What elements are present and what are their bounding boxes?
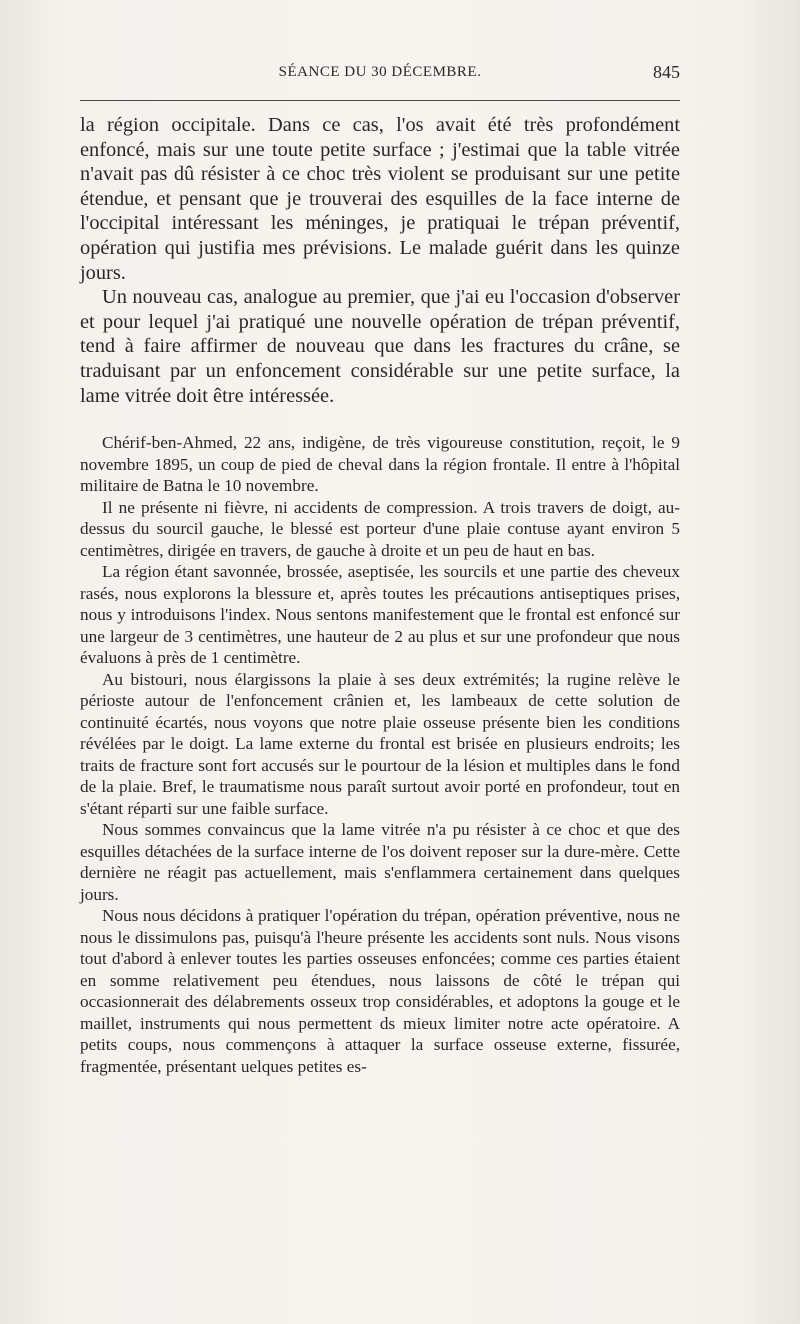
paragraph: la région occipitale. Dans ce cas, l'os avait été très profondément enfoncé, mais sur une toute petite surface ; j'estimai que la table vitrée n'avait pas dû résister à ce choc très violent se produisant sur une petite étendue, et pensant que je trouverai des esquilles de la face interne de l'occipital intéressant les méninges, je pratiquai le trépan préventif, opération qui justifia mes prévisions. Le malade guérit dans les quinze jours. — [80, 114, 680, 284]
paragraph: Chérif-ben-Ahmed, 22 ans, indigène, de très vigoureuse constitution, reçoit, le 9 novembre 1895, un coup de pied de cheval dans la région frontale. Il entre à l'hôpital militaire de Batna le 10 novembre. — [80, 433, 680, 495]
paragraph: La région étant savonnée, brossée, aseptisée, les sourcils et une partie des cheveux rasés, nous explorons la blessure et, après toutes les précautions antiseptiques prises, nous y introduisons l'index. Nous sentons manifestement que le frontal est enfoncé sur une largeur de 3 centimètres, une hauteur de 2 au plus et sur une profondeur que nous évaluons à près de 1 centimètre. — [80, 562, 680, 667]
paragraph: Un nouveau cas, analogue au premier, que j'ai eu l'occasion d'observer et pour lequel j'ai pratiqué une nouvelle opération de trépan préventif, tend à faire affirmer de nouveau que dans les fractures du crâne, se traduisant par un enfoncement considérable sur une petite surface, la lame vitrée doit être intéressée. — [80, 286, 680, 407]
case-report — [80, 432, 680, 1077]
paragraph: Nous nous décidons à pratiquer l'opération du trépan, opération préventive, nous ne nous le dissimulons pas, puisqu'à l'heure présente les accidents sont nuls. Nous visons tout d'abord à enlever toutes les parties osseuses enfoncées; comme ces parties étaient en somme relativement peu étendues, nous laissons de côté le trépan qui occasionnerait des délabrements osseux trop considérables, et adoptons la gouge et le maillet, instruments qui nous permettent ds mieux limiter notre acte opératoire. A petits coups, nous commençons à attaquer la surface osseuse externe, fissurée, fragmentée, présentant uelques petites es- — [80, 906, 680, 1076]
paragraph: Nous sommes convaincus que la lame vitrée n'a pu résister à ce choc et que des esquilles détachées de la surface interne de l'os doivent reposer sur la dure-mère. Cette dernière ne réagit pas actuellement, mais s'enflammera certainement dans quelques jours. — [80, 820, 680, 904]
page-header — [80, 62, 680, 86]
paragraph: Il ne présente ni fièvre, ni accidents de compression. A trois travers de doigt, au-dessus du sourcil gauche, le blessé est porteur d'une plaie contuse ayant environ 5 centimètres, dirigée en travers, de gauche à droite et un peu de haut en bas. — [80, 497, 680, 560]
running-title: SÉANCE DU 30 DÉCEMBRE. — [278, 64, 482, 80]
header-rule — [80, 100, 680, 101]
main-text — [80, 113, 680, 408]
page-number: 845 — [653, 62, 680, 82]
paragraph: Au bistouri, nous élargissons la plaie à ses deux extrémités; la rugine relève le périoste autour de l'enfoncement crânien et, les lambeaux de cette solution de continuité écartés, nous voyons que notre plaie osseuse présente bien les conditions révélées par le doigt. La lame externe du frontal est brisée en plusieurs endroits; les traits de fracture sont fort accusés sur le pourtour de la lésion et multiples dans le fond de la plaie. Bref, le traumatisme nous paraît surtout avoir porté en profondeur, tout en s'étant réparti sur une faible surface. — [80, 669, 680, 818]
